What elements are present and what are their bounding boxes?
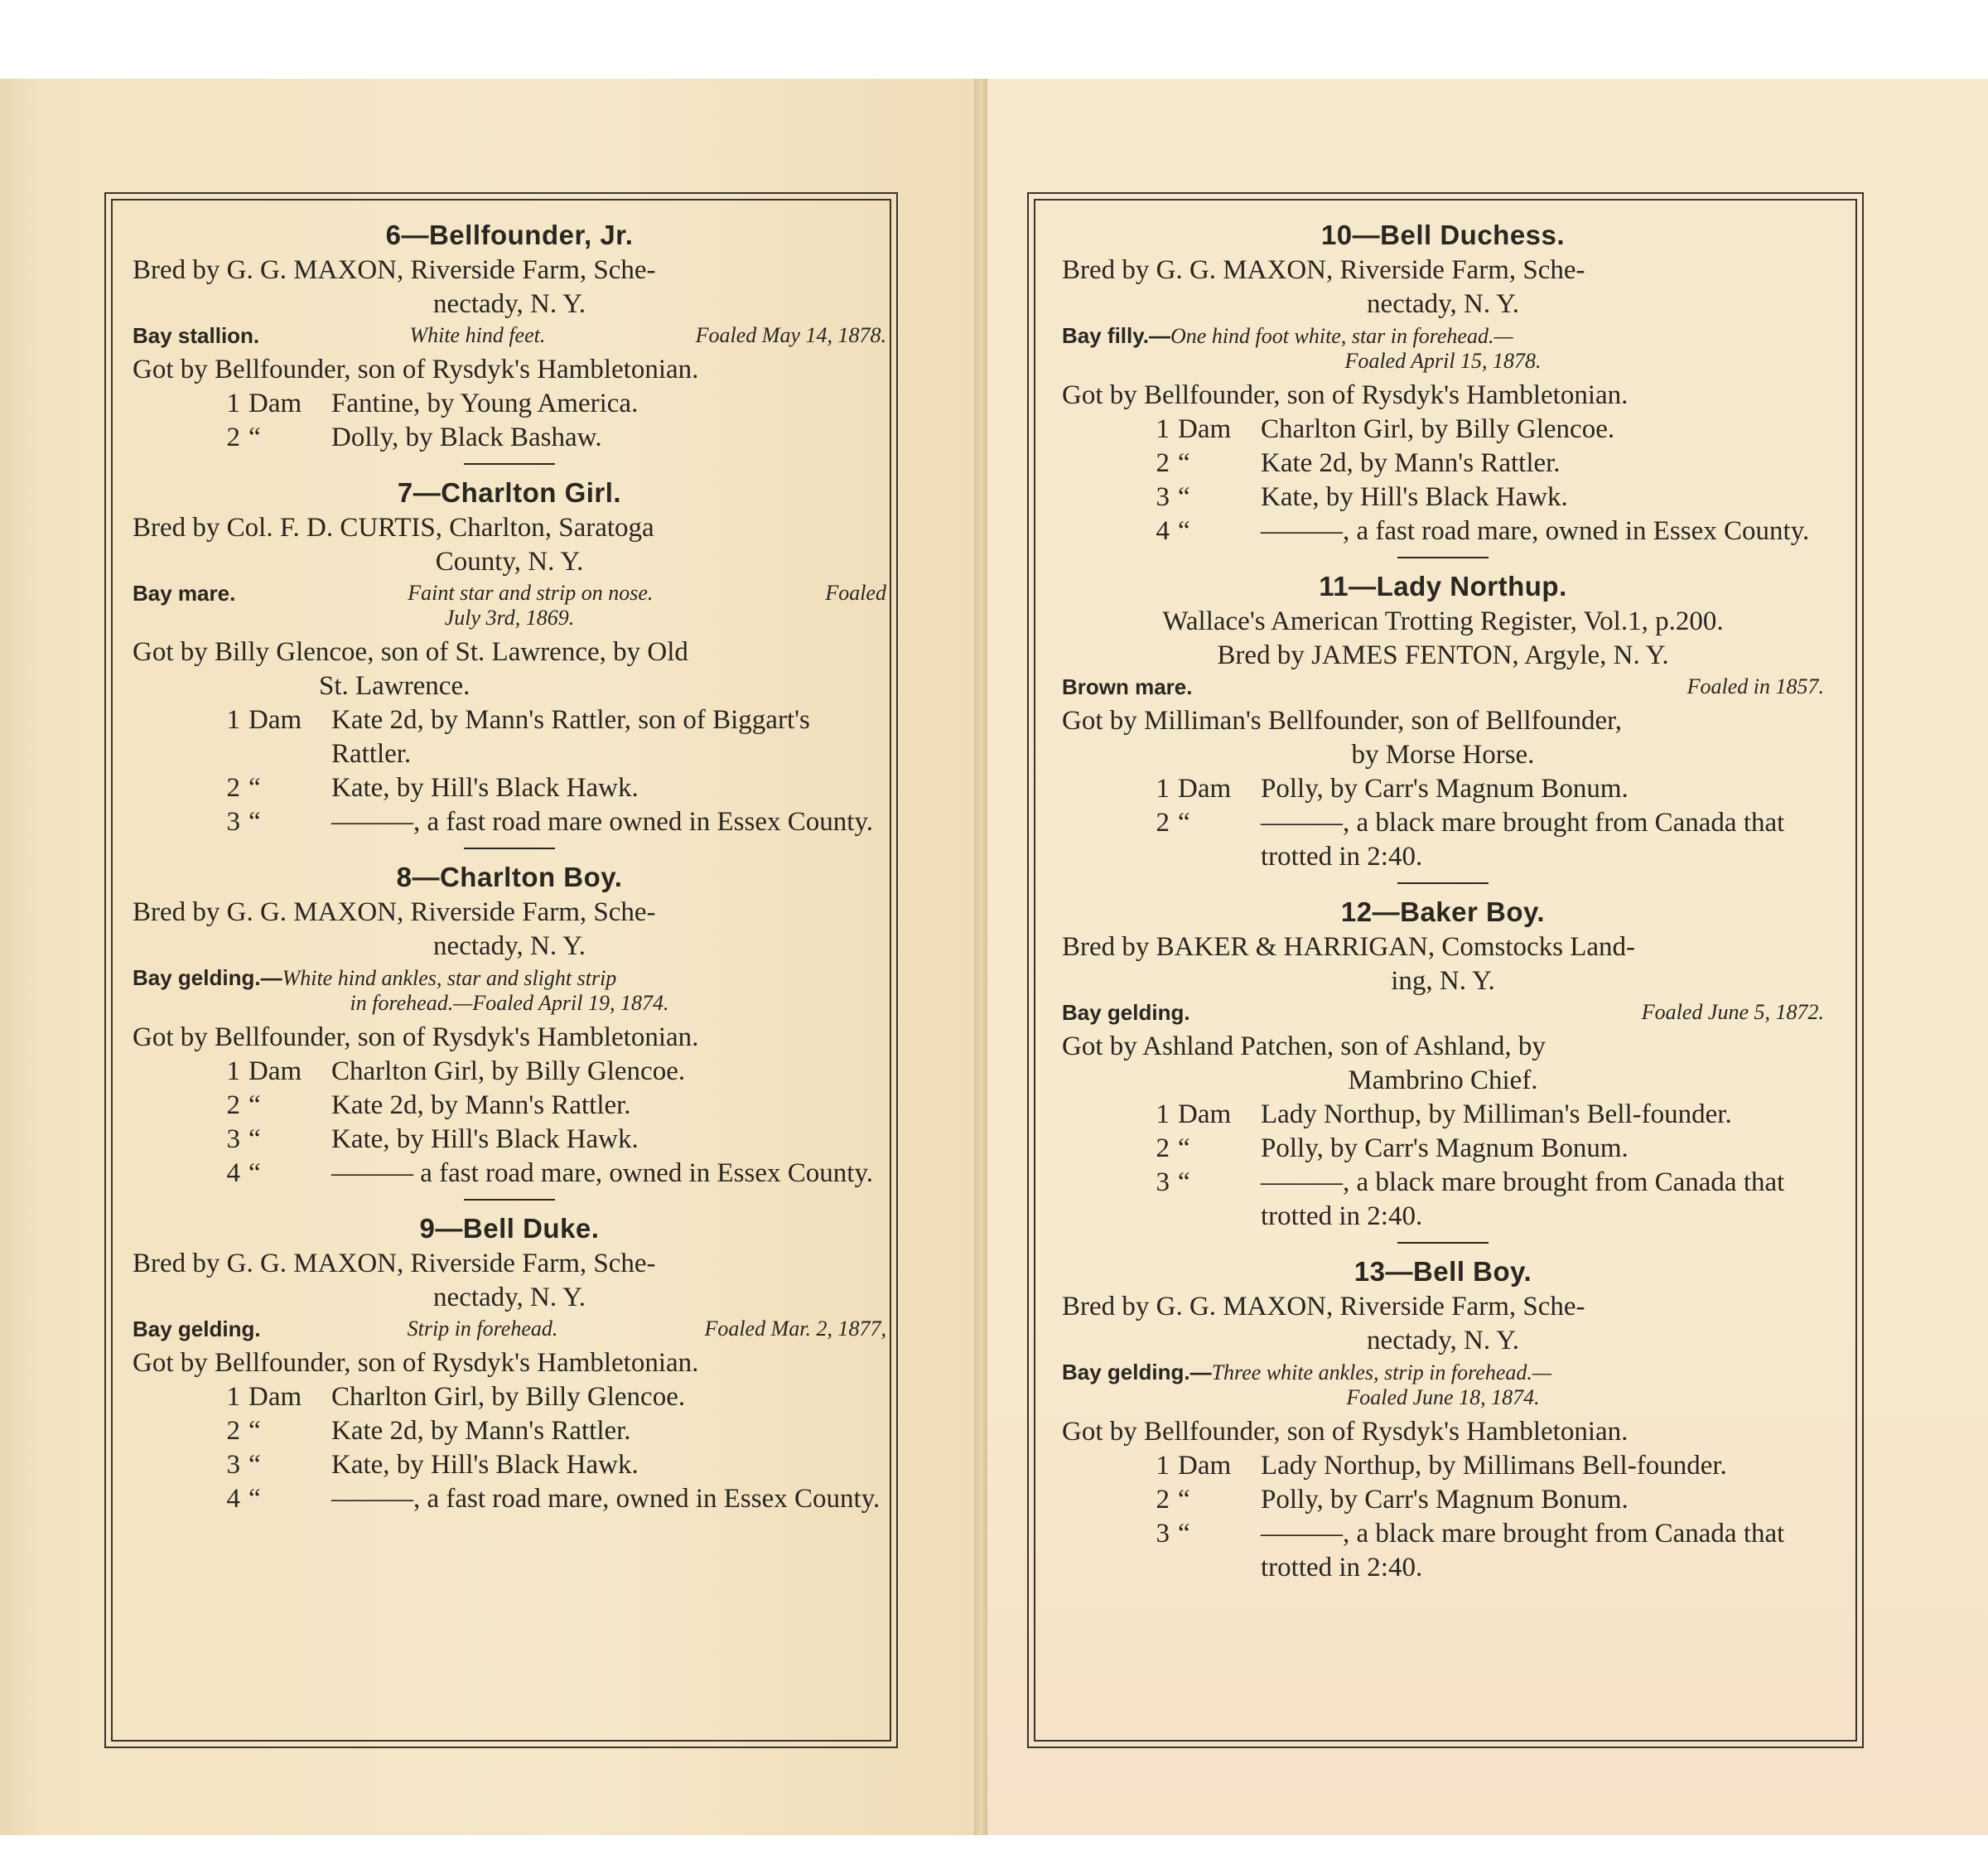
horse-marks: White hind ankles, star and slight strip — [282, 966, 617, 990]
foaled-date: Foaled June 18, 1874. — [1346, 1385, 1540, 1409]
entry-title: 12—Baker Boy. — [1340, 896, 1546, 927]
got-by: Got by Ashland Patchen, son of Ashland, by Mambrino Chief. — [1062, 1032, 1546, 1095]
horse-description — [133, 965, 886, 1016]
entry-title: 11—Lady Northup. — [1319, 571, 1567, 602]
dam-line: 3 “ ———, a black mare brought from Canada that trotted in 2:40. — [1156, 1519, 1785, 1582]
register-reference: Wallace's American Trotting Register, Vol.1, p.200. — [1162, 606, 1724, 636]
got-by: Got by Milliman's Bellfounder, son of Bellfounder, by Morse Horse. — [1062, 706, 1623, 770]
bred-by: Bred by G. G. MAXON, Riverside Farm, Sche- nectady, N. Y. — [1062, 255, 1585, 319]
bred-by: Bred by G. G. MAXON, Riverside Farm, Sche- nectady, N. Y. — [1062, 1292, 1585, 1355]
horse-description — [1062, 323, 1824, 374]
bred-by: Bred by G. G. MAXON, Riverside Farm, Sche- nectady, N. Y. — [133, 897, 656, 961]
horse-kind: Bay gelding.— — [133, 965, 282, 990]
horse-description — [1062, 1000, 1824, 1025]
got-by: Got by Bellfounder, son of Rysdyk's Hambletonian. — [133, 355, 699, 384]
dam-line: 4 “ ——— a fast road mare, owned in Essex County. — [226, 1158, 874, 1188]
entry-8 — [133, 859, 886, 1191]
horse-kind: Bay gelding. — [1062, 1000, 1190, 1025]
foaled-date: Foaled May 14, 1878. — [695, 323, 886, 347]
entry-9 — [133, 1210, 886, 1516]
dam-line: 2 “ Kate 2d, by Mann's Rattler. — [226, 1090, 631, 1120]
divider — [1397, 1242, 1489, 1244]
bred-by: Bred by JAMES FENTON, Argyle, N. Y. — [1217, 640, 1669, 670]
page-fold — [974, 79, 987, 1835]
entry-10 — [1062, 217, 1824, 548]
foaled-date: Foaled April 15, 1878. — [1344, 349, 1542, 373]
horse-kind: Bay mare. — [133, 581, 236, 606]
dam-line: 2 “ Kate, by Hill's Black Hawk. — [226, 773, 639, 803]
bred-by: Bred by BAKER & HARRIGAN, Comstocks Land- ing, N. Y. — [1062, 932, 1636, 996]
horse-description — [133, 581, 886, 631]
dam-line: 3 “ ———, a black mare brought from Canada that trotted in 2:40. — [1156, 1167, 1785, 1231]
horse-description — [1062, 1360, 1824, 1410]
horse-kind: Bay stallion. — [133, 323, 260, 348]
dam-line: 1 Dam Kate 2d, by Mann's Rattler, son of Biggart's Rattler. — [226, 705, 810, 769]
divider — [1397, 882, 1489, 884]
foaled-date: Foaled June 5, 1872. — [1641, 1000, 1824, 1024]
dam-line: 1 Dam Charlton Girl, by Billy Glencoe. — [1156, 414, 1615, 444]
divider — [464, 463, 555, 465]
entry-12 — [1062, 894, 1824, 1234]
foaled-label: Foaled — [825, 581, 886, 605]
entry-7 — [133, 475, 886, 839]
horse-marks: Three white ankles, strip in forehead.— — [1211, 1360, 1552, 1384]
got-by: Got by Bellfounder, son of Rysdyk's Hambletonian. — [1062, 1417, 1629, 1447]
dam-line: 1 Dam Fantine, by Young America. — [226, 389, 639, 418]
entry-11 — [1062, 568, 1824, 874]
bred-by: Bred by Col. F. D. CURTIS, Charlton, Saratoga County, N. Y. — [133, 513, 654, 577]
dam-line: 3 “ Kate, by Hill's Black Hawk. — [226, 1124, 639, 1154]
horse-kind: Bay gelding.— — [1062, 1360, 1212, 1384]
bred-by: Bred by G. G. MAXON, Riverside Farm, Sche- nectady, N. Y. — [133, 255, 656, 319]
right-column — [1062, 217, 1824, 1585]
dam-line: 4 “ ———, a fast road mare, owned in Essex County. — [1156, 516, 1810, 546]
dam-line: 3 “ Kate, by Hill's Black Hawk. — [226, 1450, 639, 1480]
got-by: Got by Bellfounder, son of Rysdyk's Hambletonian. — [133, 1022, 699, 1052]
left-column — [133, 217, 886, 1516]
entry-title: 10—Bell Duchess. — [1320, 220, 1566, 250]
divider — [464, 848, 555, 849]
dam-line: 3 “ Kate, by Hill's Black Hawk. — [1156, 482, 1568, 512]
got-by: Got by Bellfounder, son of Rysdyk's Hambletonian. — [1062, 380, 1629, 410]
horse-marks: Strip in forehead. — [407, 1317, 558, 1341]
entry-title: 7—Charlton Girl. — [397, 477, 622, 508]
foaled-date: Foaled Mar. 2, 1877, — [704, 1317, 886, 1341]
entry-13 — [1062, 1254, 1824, 1585]
entry-6 — [133, 217, 886, 455]
horse-kind: Bay filly.— — [1062, 323, 1171, 348]
entry-title: 8—Charlton Boy. — [396, 862, 623, 892]
horse-description — [1062, 674, 1824, 699]
dam-line: 1 Dam Lady Northup, by Milliman's Bell-founder. — [1156, 1099, 1732, 1129]
dam-line: 2 “ Polly, by Carr's Magnum Bonum. — [1156, 1485, 1629, 1515]
entry-title: 6—Bellfounder, Jr. — [385, 220, 634, 250]
bred-by: Bred by G. G. MAXON, Riverside Farm, Sche- nectady, N. Y. — [133, 1249, 656, 1312]
horse-marks: One hind foot white, star in forehead.— — [1170, 324, 1513, 348]
divider — [464, 1199, 555, 1201]
dam-line: 2 “ Kate 2d, by Mann's Rattler. — [226, 1416, 631, 1446]
horse-description — [133, 1317, 886, 1341]
dam-line: 3 “ ———, a fast road mare owned in Essex County. — [226, 807, 874, 837]
dam-line: 4 “ ———, a fast road mare, owned in Essex County. — [226, 1484, 881, 1514]
dam-line: 1 Dam Charlton Girl, by Billy Glencoe. — [226, 1382, 686, 1412]
entry-title: 13—Bell Boy. — [1353, 1256, 1532, 1287]
entry-title: 9—Bell Duke. — [419, 1213, 600, 1244]
foaled-date: Foaled in 1857. — [1686, 674, 1824, 698]
dam-line: 1 Dam Lady Northup, by Millimans Bell-founder. — [1156, 1451, 1727, 1481]
horse-marks: Faint star and strip on nose. — [408, 581, 654, 605]
dam-line: 2 “ Polly, by Carr's Magnum Bonum. — [1156, 1133, 1629, 1163]
horse-description — [133, 323, 886, 348]
horse-kind: Brown mare. — [1062, 674, 1193, 699]
horse-marks-cont: in forehead.—Foaled April 19, 1874. — [350, 991, 669, 1015]
dam-line: 1 Dam Polly, by Carr's Magnum Bonum. — [1156, 774, 1629, 804]
dam-line: 2 “ Dolly, by Black Bashaw. — [226, 423, 602, 452]
dam-line: 1 Dam Charlton Girl, by Billy Glencoe. — [226, 1056, 686, 1086]
horse-kind: Bay gelding. — [133, 1317, 261, 1341]
dam-line: 2 “ ———, a black mare brought from Canada that trotted in 2:40. — [1156, 808, 1785, 872]
horse-marks: White hind feet. — [409, 323, 546, 347]
got-by: Got by Billy Glencoe, son of St. Lawrence, by Old St. Lawrence. — [133, 637, 688, 701]
dam-line: 2 “ Kate 2d, by Mann's Rattler. — [1156, 448, 1561, 478]
got-by: Got by Bellfounder, son of Rysdyk's Hambletonian. — [133, 1348, 699, 1378]
foaled-date: July 3rd, 1869. — [444, 606, 575, 630]
divider — [1397, 557, 1489, 558]
